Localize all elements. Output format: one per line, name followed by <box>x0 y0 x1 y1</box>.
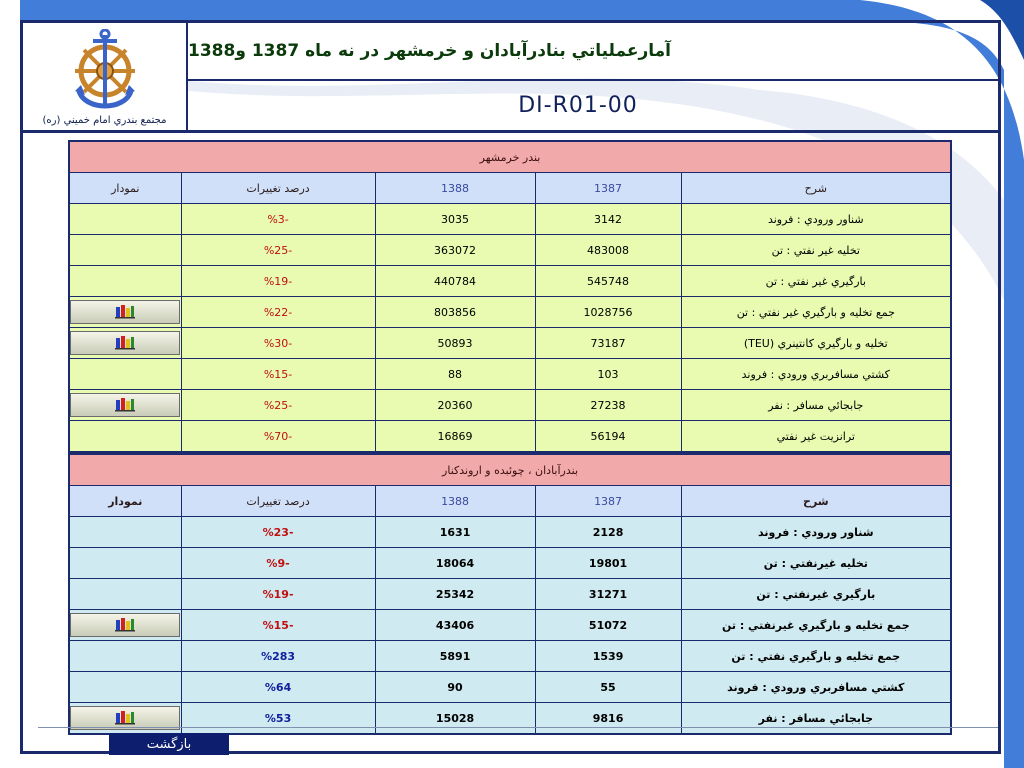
row-desc: شناور ورودي : فروند <box>681 517 951 548</box>
logo-block <box>23 23 188 133</box>
bar-chart-icon <box>114 616 136 635</box>
row-desc: جابجائي مسافر : نفر <box>681 703 951 735</box>
row-1388: 50893 <box>375 328 535 359</box>
col-header-1388: 1388 <box>375 173 535 204</box>
row-1388: 5891 <box>375 641 535 672</box>
table-row <box>69 610 951 641</box>
row-chart-cell <box>69 610 181 641</box>
abadan-table <box>68 453 952 735</box>
row-1387: 55 <box>535 672 681 703</box>
page-title: آمارعملياتي بنادرآبادان و خرمشهر در نه ماه 1387 و1388 <box>188 23 998 81</box>
section-title: بندر خرمشهر <box>69 141 951 173</box>
row-desc: جمع تخليه و بارگيري غير نفتي : تن <box>681 297 951 328</box>
table-row <box>69 328 951 359</box>
table-row <box>69 548 951 579</box>
bar-chart-icon <box>114 396 136 415</box>
col-header-pct: درصد تغييرات <box>181 173 375 204</box>
logo-caption: مجتمع بندري امام خميني (ره) <box>42 115 167 126</box>
row-chart-cell <box>69 359 181 390</box>
section-title: بندرآبادان ، چوئبده و اروندكنار <box>69 454 951 486</box>
row-desc: شناور ورودي : فروند <box>681 204 951 235</box>
row-pct: -%23 <box>181 517 375 548</box>
row-1387: 1539 <box>535 641 681 672</box>
row-desc: جمع تخليه و بارگيري نفتي : تن <box>681 641 951 672</box>
row-chart-cell <box>69 421 181 453</box>
row-desc: تخليه غير نفتي : تن <box>681 235 951 266</box>
row-1388: 16869 <box>375 421 535 453</box>
row-1388: 18064 <box>375 548 535 579</box>
row-1387: 56194 <box>535 421 681 453</box>
row-chart-cell <box>69 703 181 735</box>
bar-chart-icon <box>114 303 136 322</box>
row-1387: 483008 <box>535 235 681 266</box>
chart-button[interactable] <box>70 300 180 324</box>
table-row <box>69 390 951 421</box>
row-1388: 88 <box>375 359 535 390</box>
row-chart-cell <box>69 266 181 297</box>
row-pct: -%25 <box>181 235 375 266</box>
table-row <box>69 297 951 328</box>
col-header-chart: نمودار <box>69 486 181 517</box>
row-desc: كشتي مسافربري ورودي : فروند <box>681 672 951 703</box>
bar-chart-icon <box>114 709 136 728</box>
row-1387: 3142 <box>535 204 681 235</box>
row-1388: 20360 <box>375 390 535 421</box>
row-chart-cell <box>69 579 181 610</box>
row-1388: 43406 <box>375 610 535 641</box>
row-pct: %53 <box>181 703 375 735</box>
row-chart-cell <box>69 328 181 359</box>
row-pct: -%22 <box>181 297 375 328</box>
row-1388: 3035 <box>375 204 535 235</box>
row-pct: -%15 <box>181 359 375 390</box>
row-1388: 90 <box>375 672 535 703</box>
row-1388: 363072 <box>375 235 535 266</box>
chart-button[interactable] <box>70 331 180 355</box>
row-chart-cell <box>69 672 181 703</box>
row-1387: 545748 <box>535 266 681 297</box>
port-anchor-logo <box>65 29 145 117</box>
row-1387: 103 <box>535 359 681 390</box>
row-1387: 73187 <box>535 328 681 359</box>
col-header-1387: 1387 <box>535 486 681 517</box>
row-pct: %64 <box>181 672 375 703</box>
row-desc: كشتي مسافربري ورودي : فروند <box>681 359 951 390</box>
row-desc: بارگيري غيرنفتي : تن <box>681 579 951 610</box>
col-header-desc: شرح <box>681 173 951 204</box>
row-1388: 1631 <box>375 517 535 548</box>
row-desc: جابجائي مسافر : نفر <box>681 390 951 421</box>
row-pct: -%3 <box>181 204 375 235</box>
table-row <box>69 703 951 735</box>
row-1387: 27238 <box>535 390 681 421</box>
row-1387: 2128 <box>535 517 681 548</box>
row-chart-cell <box>69 390 181 421</box>
row-desc: بارگيري غير نفتي : تن <box>681 266 951 297</box>
row-pct: -%25 <box>181 390 375 421</box>
row-chart-cell <box>69 517 181 548</box>
row-pct: -%19 <box>181 266 375 297</box>
row-pct: -%15 <box>181 610 375 641</box>
table-row <box>69 235 951 266</box>
row-pct: %283 <box>181 641 375 672</box>
row-chart-cell <box>69 297 181 328</box>
row-1388: 15028 <box>375 703 535 735</box>
khorramshahr-table <box>68 140 952 453</box>
row-chart-cell <box>69 235 181 266</box>
row-1387: 51072 <box>535 610 681 641</box>
document-code <box>188 81 998 133</box>
row-desc: جمع تخليه و بارگيري غيرنفتي : تن <box>681 610 951 641</box>
row-pct: -%30 <box>181 328 375 359</box>
table-row <box>69 204 951 235</box>
row-pct: -%70 <box>181 421 375 453</box>
document-code-text: DI-R01-00 <box>518 93 638 118</box>
row-1387: 31271 <box>535 579 681 610</box>
row-1387: 9816 <box>535 703 681 735</box>
row-desc: تخليه و بارگيري كانتينري (TEU) <box>681 328 951 359</box>
chart-button[interactable] <box>70 393 180 417</box>
table-row <box>69 266 951 297</box>
col-header-pct: درصد تغييرات <box>181 486 375 517</box>
row-desc: تخليه غيرنفتي : تن <box>681 548 951 579</box>
table-row <box>69 672 951 703</box>
col-header-desc: شرح <box>681 486 951 517</box>
row-desc: ترانزيت غير نفتي <box>681 421 951 453</box>
row-1388: 440784 <box>375 266 535 297</box>
row-1388: 25342 <box>375 579 535 610</box>
col-header-1387: 1387 <box>535 173 681 204</box>
table-row <box>69 579 951 610</box>
table-row <box>69 359 951 390</box>
row-pct: -%9 <box>181 548 375 579</box>
row-1387: 19801 <box>535 548 681 579</box>
row-1387: 1028756 <box>535 297 681 328</box>
table-row <box>69 421 951 453</box>
row-pct: -%19 <box>181 579 375 610</box>
row-1388: 803856 <box>375 297 535 328</box>
back-button[interactable]: بازگشت <box>109 733 229 755</box>
row-chart-cell <box>69 548 181 579</box>
chart-button[interactable] <box>70 613 180 637</box>
col-header-chart: نمودار <box>69 173 181 204</box>
col-header-1388: 1388 <box>375 486 535 517</box>
row-chart-cell <box>69 204 181 235</box>
footer-divider <box>38 727 998 728</box>
row-chart-cell <box>69 641 181 672</box>
table-row <box>69 517 951 548</box>
table-row <box>69 641 951 672</box>
bar-chart-icon <box>114 334 136 353</box>
